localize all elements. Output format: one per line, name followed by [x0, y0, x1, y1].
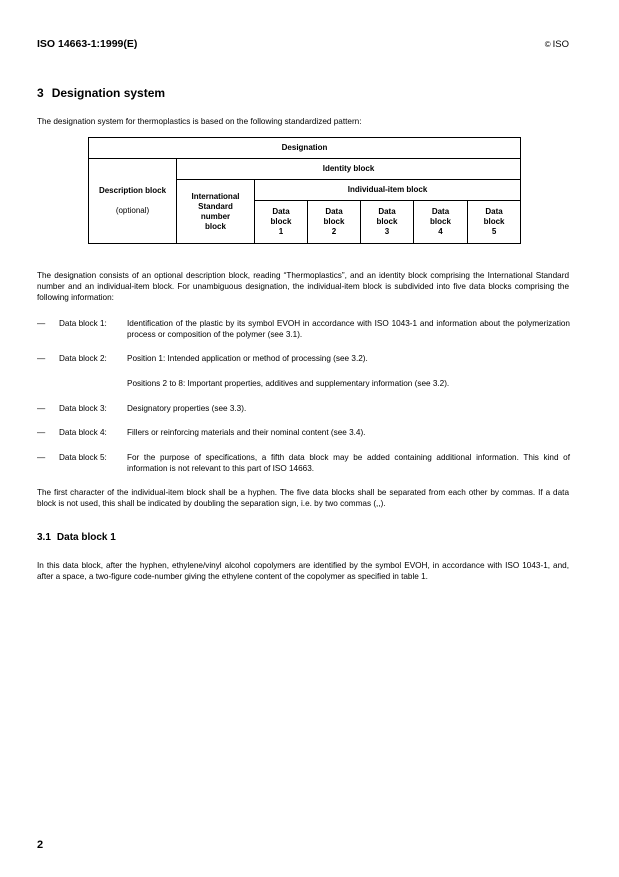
data-block-5-block: block: [483, 217, 505, 226]
international-line-2: Standard: [198, 201, 233, 211]
data-block-3-number: 3: [384, 227, 390, 236]
list-dash: —: [37, 354, 46, 363]
list-dash: —: [37, 404, 46, 413]
data-block-2-block: block: [323, 217, 345, 226]
data-block-4-word: Data: [431, 207, 450, 216]
data-block-5-cell: [468, 201, 521, 244]
designation-header: Designation: [89, 138, 521, 159]
designation-table: [88, 137, 521, 244]
list-item-text: Identification of the plastic by its symbol EVOH in accordance with ISO 1043-1 and information about the polymerization process or composition of the polymer (see 3.1).: [127, 319, 570, 340]
subsection-heading: [37, 532, 116, 543]
description-block-label: Description block: [98, 186, 167, 195]
data-block-5-number: 5: [491, 227, 497, 236]
list-item-text: Designatory properties (see 3.3).: [127, 404, 247, 413]
list-item-text: Fillers or reinforcing materials and their nominal content (see 3.4).: [127, 428, 366, 437]
section-intro: The designation system for thermoplastics is based on the following standardized pattern:: [37, 117, 362, 126]
copyright-org: ISO: [552, 39, 569, 50]
separator-paragraph: The first character of the individual-item block shall be a hyphen. The five data blocks shall be separated from each other by commas. If a data block is not used, this shall be indicated by doubling the separation sign, i.e. by two commas (,,).: [37, 488, 569, 509]
individual-item-block-header: Individual-item block: [255, 180, 521, 201]
data-block-1-cell: [255, 201, 308, 244]
section-heading: [37, 86, 165, 100]
list-item-text: Position 1: Intended application or method of processing (see 3.2).: [127, 354, 368, 363]
list-item-label: Data block 3:: [59, 404, 107, 413]
list-item-label: Data block 5:: [59, 453, 107, 462]
data-block-2-number: 2: [331, 227, 337, 236]
subsection-number: 3.1: [37, 532, 51, 543]
identity-block-header: Identity block: [177, 159, 521, 180]
document-id: ISO 14663-1:1999(E): [37, 38, 138, 50]
data-block-4-cell: [414, 201, 468, 244]
list-item-label: Data block 1:: [59, 319, 107, 328]
list-item-text: For the purpose of specifications, a fifth data block may be added containing additional information. This kind of information is not relevant to this part of ISO 14663.: [127, 453, 570, 474]
optional-label: (optional): [115, 206, 150, 215]
copyright-notice: [545, 39, 569, 50]
international-line-4: block: [205, 221, 226, 231]
section-title: Designation system: [51, 86, 166, 100]
copyright-symbol: ©: [544, 40, 551, 49]
data-block-3-word: Data: [378, 207, 396, 216]
list-dash: —: [37, 428, 46, 437]
data-block-1-number: 1: [278, 227, 284, 236]
data-block-4-number: 4: [438, 227, 443, 236]
section-number: 3: [37, 86, 44, 100]
data-block-4-block: block: [430, 217, 451, 226]
international-standard-number-cell: [177, 180, 255, 244]
list-item-label: Data block 4:: [59, 428, 107, 437]
description-block-cell: [89, 159, 177, 244]
data-block-2-word: Data: [325, 207, 343, 216]
designation-paragraph: The designation consists of an optional description block, reading “Thermoplastics”, and an identity block comprising the International Standard number and an individual-item block. For unambiguous designation, the individual-item block is subdivided into five data blocks comprising the following information:: [37, 271, 569, 303]
international-line-3: number: [200, 211, 231, 221]
data-block-5-word: Data: [485, 207, 503, 216]
list-item-text-continued: Positions 2 to 8: Important properties, additives and supplementary information (see 3.2).: [127, 379, 450, 388]
list-item-label: Data block 2:: [59, 354, 107, 363]
data-block-1-block: block: [270, 217, 292, 226]
international-line-1: International: [191, 191, 240, 201]
data-block-3-cell: [361, 201, 414, 244]
list-dash: —: [37, 453, 46, 462]
page-number: 2: [37, 839, 44, 851]
subsection-title: Data block 1: [56, 532, 116, 543]
data-block-3-block: block: [376, 217, 398, 226]
list-dash: —: [37, 319, 46, 328]
data-block-1-paragraph: In this data block, after the hyphen, ethylene/vinyl alcohol copolymers are identified by the symbol EVOH, in accordance with ISO 1043-1, and, after a space, a two-figure code-number giving the ethylene content of the copolymer as specified in table 1.: [37, 561, 569, 582]
data-block-1-word: Data: [272, 207, 290, 216]
data-block-2-cell: [308, 201, 361, 244]
